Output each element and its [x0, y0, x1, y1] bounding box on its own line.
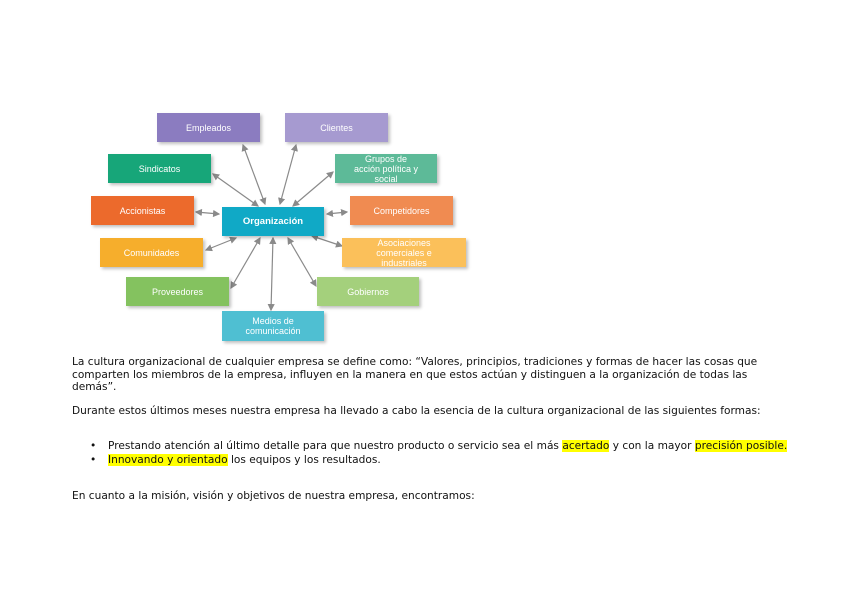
bullet-icon: • [90, 440, 97, 452]
arrow-asociaciones [312, 236, 342, 246]
node-sindicatos: Sindicatos [108, 154, 211, 183]
bullet-item-2: • Innovando y orientado los equipos y los resultados. [90, 453, 381, 466]
arrow-empleados [243, 145, 265, 204]
paragraph-mission [72, 490, 782, 503]
node-empleados: Empleados [157, 113, 260, 142]
paragraph-definition [72, 356, 782, 394]
node-medios: Medios de comunicación [222, 311, 324, 341]
node-comunidades: Comunidades [100, 238, 203, 267]
node-gobiernos: Gobiernos [317, 277, 419, 306]
arrow-gobiernos [288, 238, 316, 286]
arrow-comunidades [206, 238, 236, 250]
paragraph-definition-text: La cultura organizacional de cualquier empresa se define como: “Valores, principios, tradiciones y formas de hacer las cosas que comparten los miembros de la empresa, influyen en la manera en que estos actúan y distinguen a la organización de todas las demás”. [72, 356, 758, 394]
arrow-competidores [327, 212, 347, 214]
node-proveedores: Proveedores [126, 277, 229, 306]
arrow-medios [271, 238, 273, 310]
node-asociaciones: Asociaciones comerciales e industriales [342, 238, 466, 267]
highlight-acertado: acertado [562, 440, 610, 452]
node-organizacion: Organización [222, 207, 324, 236]
arrow-proveedores [231, 238, 260, 288]
arrow-accionistas [196, 212, 219, 214]
paragraph-intro-text: Durante estos últimos meses nuestra empresa ha llevado a cabo la esencia de la cultura organizacional de las siguientes formas: [72, 405, 761, 417]
node-grupos: Grupos de acción política y social [335, 154, 437, 183]
arrow-grupos [293, 172, 333, 206]
highlight-innovando: Innovando y orientado [108, 453, 228, 466]
node-competidores: Competidores [350, 196, 453, 225]
bullet-icon: • [90, 453, 97, 466]
arrow-sindicatos [213, 174, 258, 206]
bullet-item-1: • Prestando atención al último detalle para que nuestro producto o servicio sea el más acertado y con la mayor precisión posible. [90, 440, 788, 452]
bullet-list [90, 440, 790, 467]
highlight-precision: precisión posible. [694, 440, 788, 452]
paragraph-intro [72, 405, 782, 418]
node-clientes: Clientes [285, 113, 388, 142]
paragraph-mission-text: En cuanto a la misión, visión y objetivos de nuestra empresa, encontramos: [72, 490, 475, 502]
node-accionistas: Accionistas [91, 196, 194, 225]
arrow-clientes [280, 145, 296, 204]
